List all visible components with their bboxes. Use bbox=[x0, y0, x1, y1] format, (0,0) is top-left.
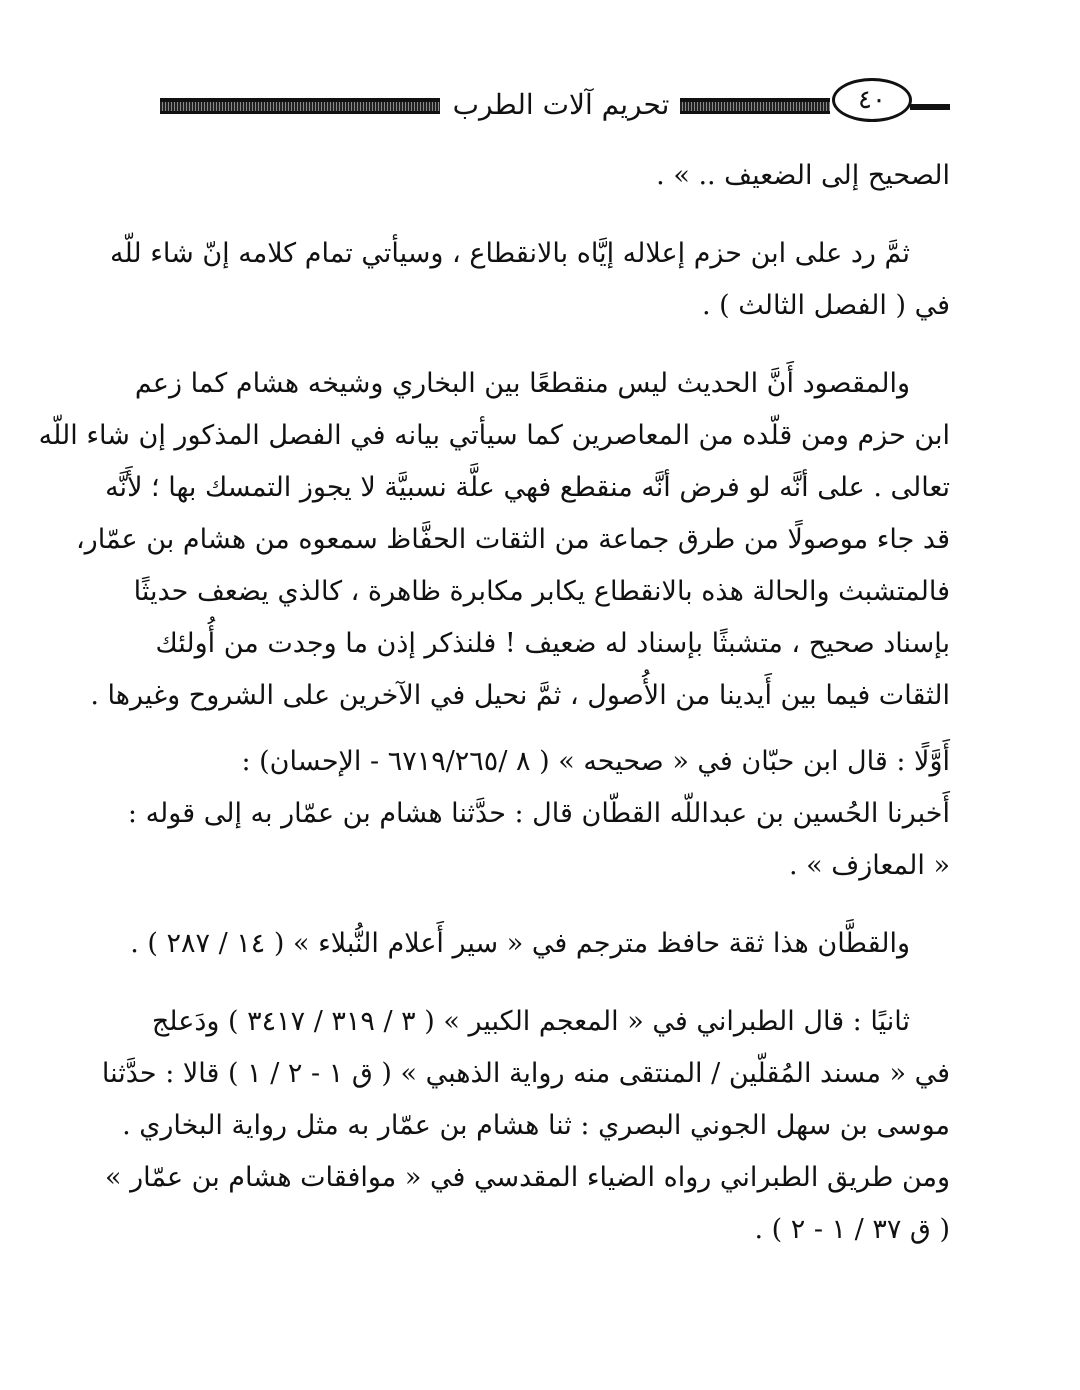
body-text bbox=[38, 150, 950, 1256]
header-rule-left bbox=[160, 98, 440, 114]
paragraph-3 bbox=[134, 358, 950, 410]
paragraph-5 bbox=[130, 918, 950, 970]
text-line: الثقات فيما بين أَيدينا من الأُصول ، ثمَّ نحيل في الآخرين على الشروح وغيرها . bbox=[90, 680, 950, 711]
paragraph-2 bbox=[110, 228, 950, 280]
header-rule-right bbox=[910, 104, 950, 110]
text-line: في ( الفصل الثالث ) . bbox=[701, 290, 950, 321]
text-line: فالمتشبث والحالة هذه بالانقطاع يكابر مكابرة ظاهرة ، كالذي يضعف حديثًا bbox=[133, 576, 950, 607]
page-header bbox=[160, 74, 950, 130]
text-line: ثمَّ رد على ابن حزم إعلاله إيَّاه بالانقطاع ، وسيأتي تمام كلامه إنّ شاء للّه bbox=[110, 238, 910, 269]
text-line: ومن طريق الطبراني رواه الضياء المقدسي في « موافقات هشام بن عمّار » bbox=[104, 1162, 950, 1193]
text-line: أَخبرنا الحُسين بن عبداللّه القطّان قال : حدَّثنا هشام بن عمّار به إلى قوله : bbox=[127, 798, 950, 829]
text-line: والقطَّان هذا ثقة حافظ مترجم في « سير أَعلام النُّبلاء » ( ١٤ / ٢٨٧ ) . bbox=[130, 928, 910, 959]
header-rule-middle bbox=[680, 98, 830, 114]
paragraph-6-continued bbox=[101, 1048, 950, 1256]
paragraph-3-continued bbox=[38, 410, 950, 722]
text-line: والمقصود أَنَّ الحديث ليس منقطعًا بين البخاري وشيخه هشام كما زعم bbox=[134, 368, 910, 399]
text-line: « المعازف » . bbox=[789, 850, 950, 881]
text-line: ابن حزم ومن قلّده من المعاصرين كما سيأتي بيانه في الفصل المذكور إن شاء اللّه bbox=[38, 420, 950, 451]
text-line: قد جاء موصولًا من طرق جماعة من الثقات الحفَّاظ سمعوه من هشام بن عمّار، bbox=[75, 524, 950, 555]
paragraph-2-continued bbox=[160, 280, 950, 332]
text-line: الصحيح إلى الضعيف .. » . bbox=[656, 160, 950, 191]
text-line: تعالى . على أنَّه لو فرض أنَّه منقطع فهي علَّة نسبيَّة لا يجوز التمسك بها ؛ لأَنَّه bbox=[105, 472, 950, 503]
text-line: في « مسند المُقلّين / المنتقى منه رواية الذهبي » ( ق ١ - ٢ / ١ ) قالا : حدَّثنا bbox=[101, 1058, 950, 1089]
running-title: تحريم آلات الطرب bbox=[452, 88, 670, 121]
text-line: ( ق ٣٧ / ١ - ٢ ) . bbox=[754, 1214, 950, 1245]
page-number: ٤٠ bbox=[832, 78, 912, 122]
text-line: ثانيًا : قال الطبراني في « المعجم الكبير » ( ٣ / ٣١٩ / ٣٤١٧ ) ودَعلج bbox=[151, 1006, 910, 1037]
paragraph-6 bbox=[151, 996, 950, 1048]
text-line: موسى بن سهل الجوني البصري : ثنا هشام بن عمّار به مثل رواية البخاري . bbox=[122, 1110, 950, 1141]
text-line: أَوَّلًا : قال ابن حبّان في « صحيحه » ( ٨ /٦٧١٩/٢٦٥ - الإحسان) : bbox=[241, 746, 950, 777]
paragraph-1 bbox=[160, 150, 950, 202]
text-line: بإسناد صحيح ، متشبثًا بإسناد له ضعيف ! فلنذكر إذن ما وجدت من أُولئك bbox=[155, 628, 950, 659]
paragraph-4 bbox=[127, 736, 950, 892]
